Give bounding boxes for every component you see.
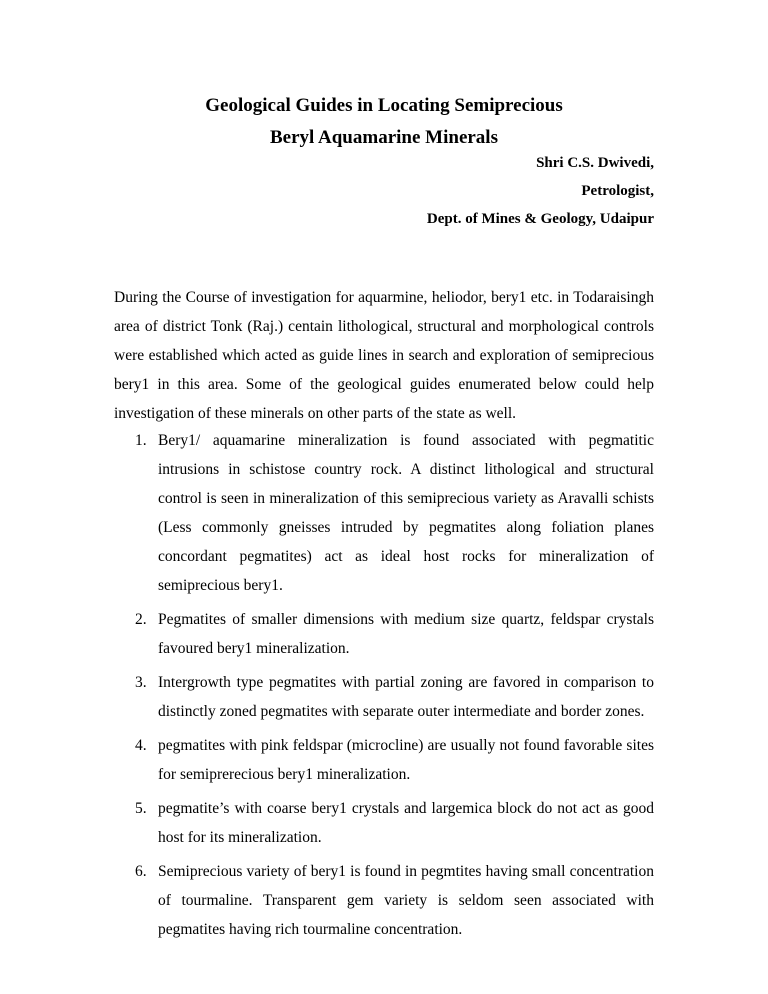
guide-item-4 — [114, 731, 654, 789]
guide-item-2 — [114, 605, 654, 663]
guide-number: 3. — [135, 674, 147, 691]
guide-number: 2. — [135, 611, 147, 628]
guide-item-3 — [114, 668, 654, 726]
title-line-2: Beryl Aquamarine Minerals — [270, 127, 498, 148]
guide-item-5 — [114, 794, 654, 852]
guide-item-1 — [114, 426, 654, 600]
guide-text: pegmatites with pink feldspar (microcline) are usually not found favorable sites for semiprerecious bery1 mineralization. — [158, 737, 654, 783]
guide-text: pegmatite’s with coarse bery1 crystals and largemica block do not act as good host for its mineralization. — [158, 800, 654, 846]
author-position: Petrologist, — [581, 183, 654, 199]
guide-number: 6. — [135, 863, 147, 880]
guide-number: 1. — [135, 432, 147, 449]
author-department: Dept. of Mines & Geology, Udaipur — [426, 211, 654, 227]
guide-text: Pegmatites of smaller dimensions with medium size quartz, feldspar crystals favoured bery1 mineralization. — [158, 611, 654, 657]
guide-text: Semiprecious variety of bery1 is found in pegmtites having small concentration of tourmaline. Transparent gem variety is seldom seen associated with pegmatites having rich tourmaline concentration. — [158, 863, 654, 938]
guide-number: 5. — [135, 800, 147, 817]
guide-number: 4. — [135, 737, 147, 754]
guide-item-6 — [114, 857, 654, 944]
title-line-1: Geological Guides in Locating Semiprecious — [205, 95, 563, 116]
intro-paragraph: During the Course of investigation for aquarmine, heliodor, bery1 etc. in Todaraisingh area of district Tonk (Raj.) centain lithological, structural and morphological controls were established which acted as guide lines in search and exploration of semiprecious bery1 in this area. Some of the geological guides enumerated below could help investigation of these minerals on other parts of the state as well. — [114, 289, 654, 422]
guide-text: Intergrowth type pegmatites with partial zoning are favored in comparison to distinctly zoned pegmatites with separate outer intermediate and border zones. — [158, 674, 654, 720]
author-name: Shri C.S. Dwivedi, — [536, 155, 654, 171]
guide-text: Bery1/ aquamarine mineralization is found associated with pegmatitic intrusions in schistose country rock. A distinct lithological and structural control is seen in mineralization of this semiprecious variety as Aravalli schists (Less commonly gneisses intruded by pegmatites along foliation planes concordant pegmatites) act as ideal host rocks for mineralization of semiprecious bery1. — [158, 432, 654, 594]
guides-list — [114, 426, 654, 949]
